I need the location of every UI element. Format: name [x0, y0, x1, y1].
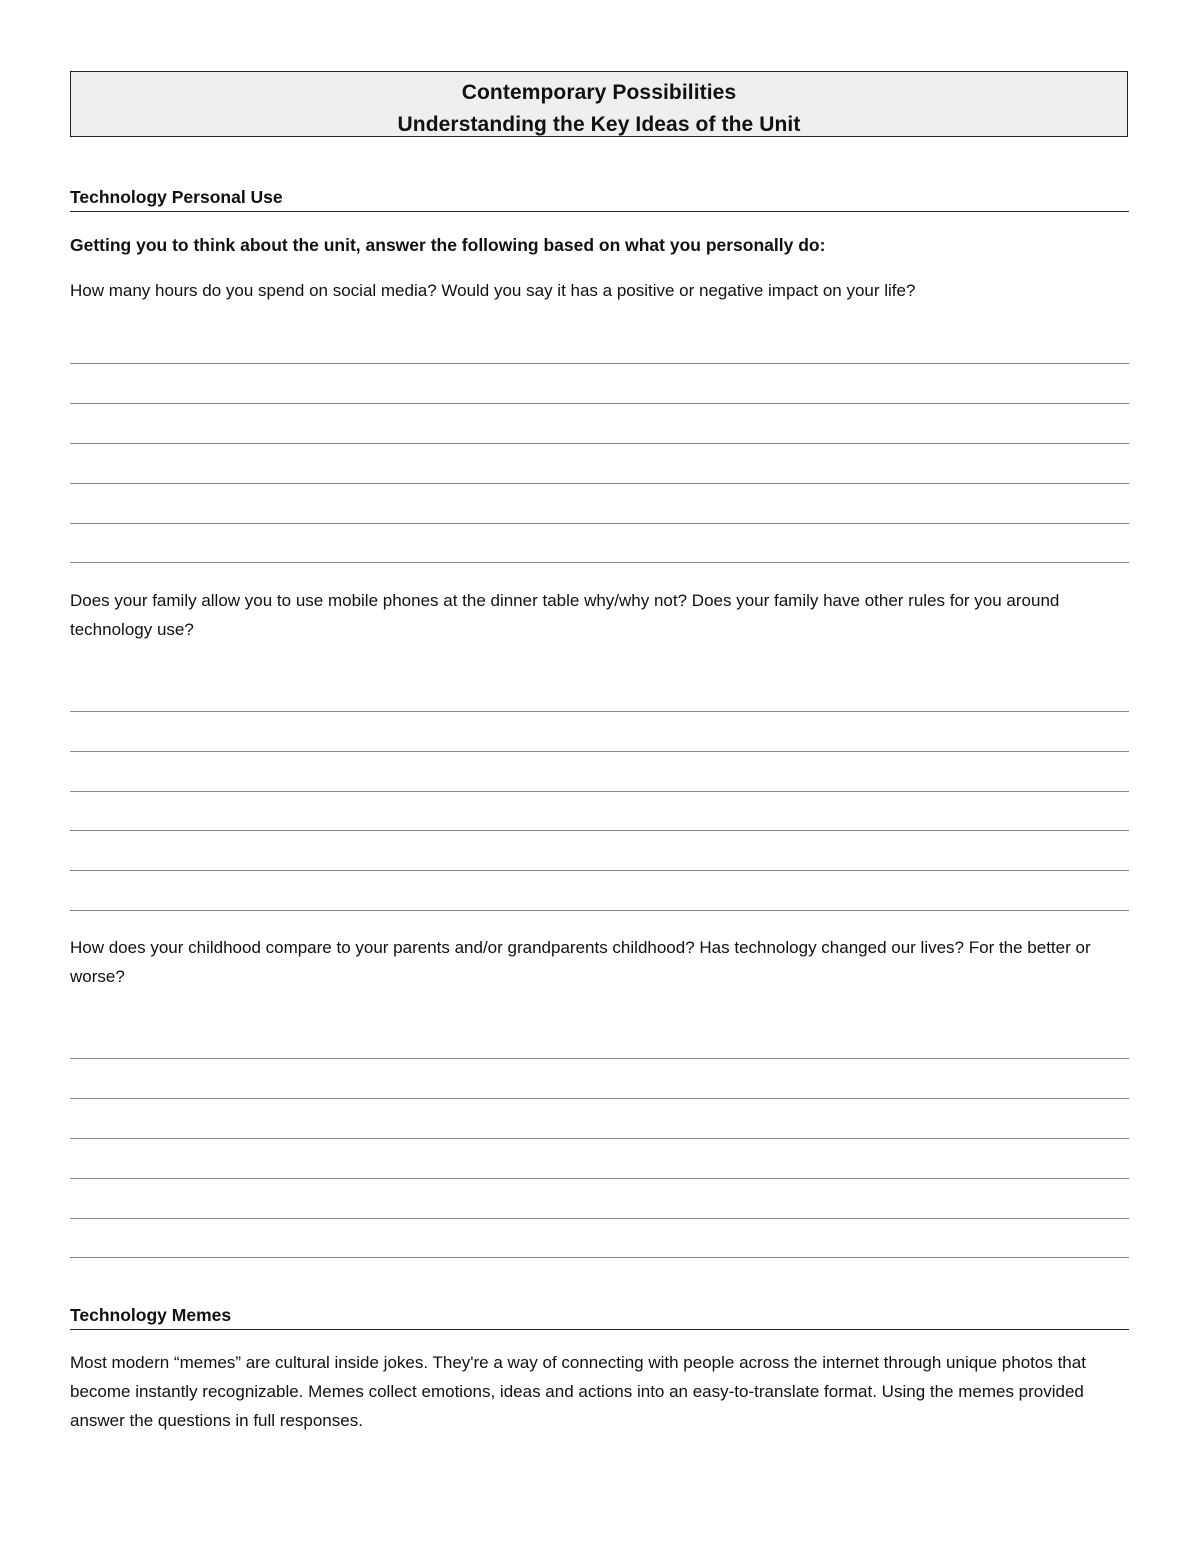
answer-line-q1-2[interactable] — [70, 403, 1129, 404]
memes-paragraph: Most modern “memes” are cultural inside jokes. They're a way of connecting with people across the internet through unique photos that become instantly recognizable. Memes collect emotions, ideas and actions into an easy-to-translate format. Using the memes provided answer the questions in full responses. — [70, 1353, 1086, 1430]
question-2: Does your family allow you to use mobile phones at the dinner table why/why not? Does your family have other rules for you around technology use? — [70, 591, 1060, 639]
answer-line-q2-4[interactable] — [70, 830, 1129, 831]
answer-line-q1-5[interactable] — [70, 523, 1129, 524]
answer-line-q3-1[interactable] — [70, 1058, 1129, 1059]
title-line-2: Understanding the Key Ideas of the Unit — [397, 113, 801, 136]
answer-line-q2-6[interactable] — [70, 910, 1129, 911]
section-instruction: Getting you to think about the unit, answer the following based on what you personally do: — [70, 235, 826, 255]
answer-line-q1-3[interactable] — [70, 443, 1129, 444]
answer-line-q1-1[interactable] — [70, 363, 1129, 364]
answer-line-q2-1[interactable] — [70, 711, 1129, 712]
answer-line-q1-6[interactable] — [70, 562, 1129, 563]
section-heading-personal-use: Technology Personal Use — [70, 186, 1129, 212]
question-3: How does your childhood compare to your parents and/or grandparents childhood? Has technology changed our lives? For the better or worse? — [70, 938, 1091, 986]
answer-line-q3-6[interactable] — [70, 1257, 1129, 1258]
answer-line-q1-4[interactable] — [70, 483, 1129, 484]
title-box — [70, 71, 1128, 137]
answer-line-q3-2[interactable] — [70, 1098, 1129, 1099]
answer-line-q3-3[interactable] — [70, 1138, 1129, 1139]
answer-line-q3-4[interactable] — [70, 1178, 1129, 1179]
answer-line-q3-5[interactable] — [70, 1218, 1129, 1219]
answer-line-q2-3[interactable] — [70, 791, 1129, 792]
answer-line-q2-2[interactable] — [70, 751, 1129, 752]
answer-line-q2-5[interactable] — [70, 870, 1129, 871]
question-1: How many hours do you spend on social media? Would you say it has a positive or negative impact on your life? — [70, 281, 916, 300]
title-line-1: Contemporary Possibilities — [461, 81, 737, 104]
section-heading-memes: Technology Memes — [70, 1304, 1129, 1330]
